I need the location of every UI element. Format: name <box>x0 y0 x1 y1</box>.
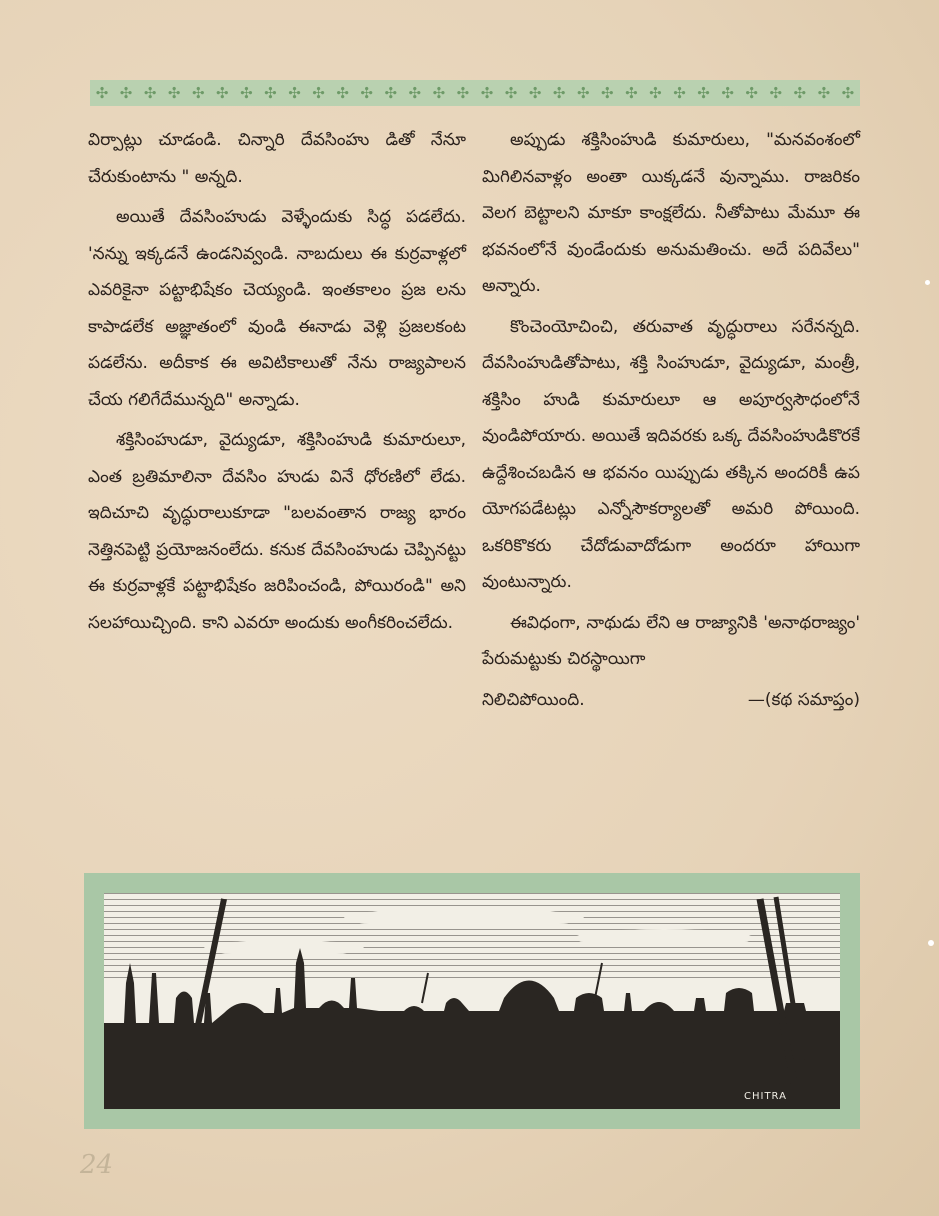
ornament-icon: ✣ <box>336 84 349 102</box>
paragraph: అప్పుడు శక్తిసింహుడి కుమారులు, "మనవంశంలో మిగిలినవాళ్లం అంతా యిక్కడనే వున్నాము. రాజరికం వెలగ బెట్టాలని మాకూ కాంక్షలేదు. నీతోపాటు మేమూ ఈ భవనంలోనే వుండేందుకు అనుమతించు. అదే పదివేలు" అన్నారు. <box>482 130 860 296</box>
ornament-icon: ✣ <box>793 84 807 102</box>
decorative-border <box>90 80 860 106</box>
ornament-icon: ✣ <box>649 84 662 102</box>
ornament-icon: ✣ <box>119 84 133 102</box>
ornament-icon: ✣ <box>95 84 109 102</box>
ornament-icon: ✣ <box>432 84 446 102</box>
paragraph: విర్పాట్లు చూడండి. చిన్నారి దేవసింహు డితో నేనూ చేరుకుంటాను " అన్నది. <box>88 130 466 187</box>
illustration-signature: CHITRA <box>744 1091 787 1102</box>
ornament-icon: ✣ <box>697 84 710 102</box>
ornament-icon: ✣ <box>408 84 422 102</box>
paper-speck <box>925 280 930 285</box>
ornament-icon: ✣ <box>312 84 325 102</box>
story-end-mark: —(కథ సమాప్తం) <box>747 689 860 710</box>
left-text-column <box>88 122 466 645</box>
ornament-icon: ✣ <box>167 84 181 102</box>
ornament-icon: ✣ <box>601 84 614 102</box>
ornament-icon: ✣ <box>552 84 566 102</box>
closing-line <box>482 682 860 719</box>
ornament-icon: ✣ <box>721 84 734 102</box>
paragraph: ఈవిధంగా, నాథుడు లేని ఆ రాజ్యానికి 'అనాథరాజ్యం' పేరుమట్టుకు చిరస్థాయిగా <box>482 612 860 669</box>
ornament-icon: ✣ <box>191 84 205 102</box>
ornament-icon: ✣ <box>240 84 253 102</box>
ornament-icon: ✣ <box>769 84 783 102</box>
ornament-icon: ✣ <box>384 84 398 102</box>
ornament-icon: ✣ <box>673 84 686 102</box>
ornament-icon: ✣ <box>528 84 542 102</box>
city-illustration <box>84 873 860 1129</box>
ornament-icon: ✣ <box>360 84 373 102</box>
ornament-icon: ✣ <box>264 84 277 102</box>
city-skyline-picture <box>104 893 840 1109</box>
paragraph: శక్తిసింహుడూ, వైద్యుడూ, శక్తిసింహుడి కుమారులూ, ఎంత బ్రతిమాలినా దేవసిం హుడు వినే ధోరణిలో లేడు. ఇదిచూచి వృద్ధురాలుకూడా "బలవంతాన రాజ్య భారం నెత్తినపెట్టి ప్రయోజనంలేదు. కనుక దేవసింహుడు చెప్పినట్టు ఈ కుర్రవాళ్లకే పట్టాభిషేకం జరిపించండి, పోయిరండి" అని సలహాయిచ్చింది. కాని ఎవరూ అందుకు అంగీకరించలేదు. <box>88 430 466 633</box>
paper-speck <box>928 940 934 946</box>
ornament-icon: ✣ <box>504 84 518 102</box>
ornament-icon: ✣ <box>625 84 638 102</box>
paragraph: కొంచెంయోచించి, తరువాత వృద్ధురాలు సరేనన్నది. దేవసింహుడితోపాటు, శక్తి సింహుడూ, వైద్యుడూ, మంత్రీ, శక్తిసిం హుడి కుమారులూ ఆ అపూర్వసౌధంలోనే వుండిపోయారు. అయితే ఇదివరకు ఒక్క దేవసింహుడికొరకే ఉద్దేశించబడిన ఆ భవనం యిప్పుడు తక్కిన అందరికీ ఉప యోగపడేటట్లు ఎన్నోసౌకర్యాలతో అమరి పోయింది. ఒకరికొకరు చేదోడువాదోడుగా అందరూ హాయిగా వుంటున్నారు. <box>482 316 860 592</box>
paragraph: అయితే దేవసింహుడు వెళ్ళేందుకు సిద్ధ పడలేదు. 'నన్ను ఇక్కడనే ఉండనివ్వండి. నాబదులు ఈ కుర్రవాళ్లలో ఎవరికైనా పట్టాభిషేకం చెయ్యండి. ఇంతకాలం ప్రజ లను కాపాడలేక అజ్ఞాతంలో వుండి ఈనాడు వెళ్లి ప్రజలకంట పడలేను. అదీకాక ఈ అవిటికాలుతో నేను రాజ్యపాలన చేయ గలిగేదేమున్నది" అన్నాడు. <box>88 207 466 410</box>
closing-text: నిలిచిపోయింది. <box>482 689 585 710</box>
ornament-icon: ✣ <box>817 84 831 102</box>
page-number: 24 <box>80 1150 114 1180</box>
ornament-icon: ✣ <box>456 84 470 102</box>
ornament-icon: ✣ <box>288 84 301 102</box>
ornament-icon: ✣ <box>143 84 157 102</box>
ornament-icon: ✣ <box>216 84 229 102</box>
ornament-icon: ✣ <box>576 84 590 102</box>
ornament-icon: ✣ <box>745 84 758 102</box>
right-text-column <box>482 122 860 718</box>
ornament-icon: ✣ <box>841 84 855 102</box>
ornament-icon: ✣ <box>480 84 494 102</box>
